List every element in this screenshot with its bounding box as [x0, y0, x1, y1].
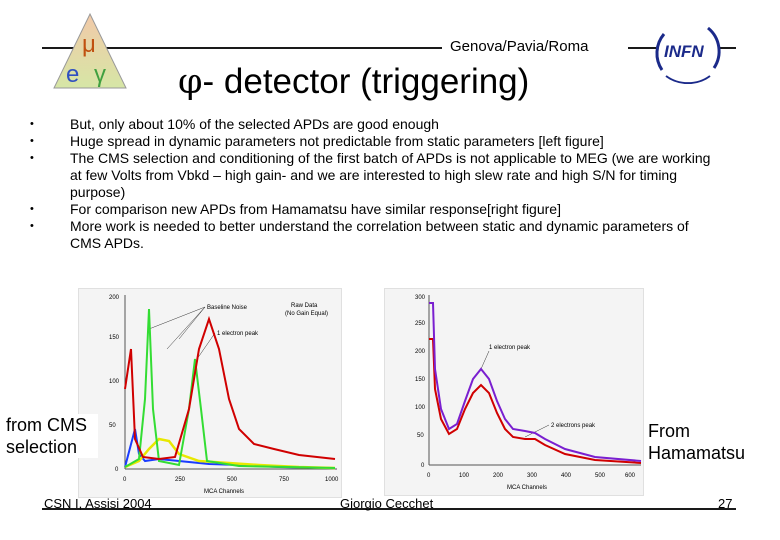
x-tick: 500 [595, 473, 606, 479]
y-tick: 100 [415, 405, 426, 411]
page-number: 27 [718, 496, 733, 511]
y-tick: 250 [415, 321, 426, 327]
footer-author: Giorgio Cecchet [340, 496, 434, 511]
bullet-item: • The CMS selection and conditioning of the first batch of APDs is not applicable to MEG (we are working at few Volts from Vbkd – high gain- and we are interested to high slew rate and high S/N for timing purpose) [30, 150, 720, 201]
bullet-list [30, 116, 720, 252]
annotation-baseline-noise: Baseline Noise [207, 305, 248, 311]
x-tick: 600 [625, 473, 636, 479]
curve-purple [429, 303, 641, 461]
y-tick: 300 [415, 295, 426, 301]
annotation-raw-data: Raw Data [291, 303, 318, 309]
x-tick: 0 [123, 477, 127, 483]
curve-red [429, 339, 641, 463]
x-tick: 750 [279, 477, 290, 483]
x-axis-label: MCA Channels [507, 485, 548, 491]
x-axis-label: MCA Channels [204, 489, 245, 495]
institutions-label: Genova/Pavia/Roma [450, 38, 589, 55]
svg-text:γ: γ [94, 61, 106, 88]
infn-logo-text: INFN [664, 42, 704, 61]
left-spectrum-figure [78, 288, 342, 498]
x-tick: 300 [527, 473, 538, 479]
x-tick: 500 [227, 477, 238, 483]
right-figure-label: From Hamamatsu [648, 420, 758, 464]
left-figure-label: from CMS selection [6, 414, 98, 458]
y-tick: 0 [421, 463, 425, 469]
annotation-1-electron-peak: 1 electron peak [489, 345, 531, 351]
y-tick: 200 [109, 295, 120, 301]
title-text: - detector (triggering) [202, 62, 530, 101]
annotation-no-gain-equal: (No Gain Equal) [285, 311, 329, 317]
x-tick: 250 [175, 477, 186, 483]
y-tick: 100 [109, 379, 120, 385]
page-title [178, 62, 529, 102]
bullet-item: • For comparison new APDs from Hamamatsu have similar response[right figure] [30, 201, 720, 218]
x-tick: 100 [459, 473, 470, 479]
x-tick: 200 [493, 473, 504, 479]
y-tick: 200 [415, 349, 426, 355]
y-tick: 50 [417, 433, 424, 439]
meg-logo [50, 10, 130, 92]
x-tick: 400 [561, 473, 572, 479]
y-tick: 150 [109, 335, 120, 341]
x-tick: 1000 [325, 477, 339, 483]
y-tick: 0 [115, 467, 119, 473]
infn-logo [652, 22, 724, 84]
bullet-item: • More work is needed to better understand the correlation between static and dynamic parameters of CMS APDs. [30, 218, 720, 252]
y-tick: 50 [109, 423, 116, 429]
bullet-item: • Huge spread in dynamic parameters not predictable from static parameters [left figure] [30, 133, 720, 150]
footer-event: CSN I, Assisi 2004 [44, 496, 152, 511]
annotation-1-electron-peak: 1 electron peak [217, 331, 259, 337]
svg-text:μ: μ [82, 31, 96, 58]
phi-symbol: φ [178, 62, 203, 102]
annotation-2-electrons-peak: 2 electrons peak [551, 423, 596, 429]
bullet-item: • But, only about 10% of the selected APDs are good enough [30, 116, 720, 133]
y-tick: 150 [415, 377, 426, 383]
x-tick: 0 [427, 473, 431, 479]
svg-text:e: e [66, 61, 80, 88]
right-spectrum-figure [384, 288, 644, 496]
